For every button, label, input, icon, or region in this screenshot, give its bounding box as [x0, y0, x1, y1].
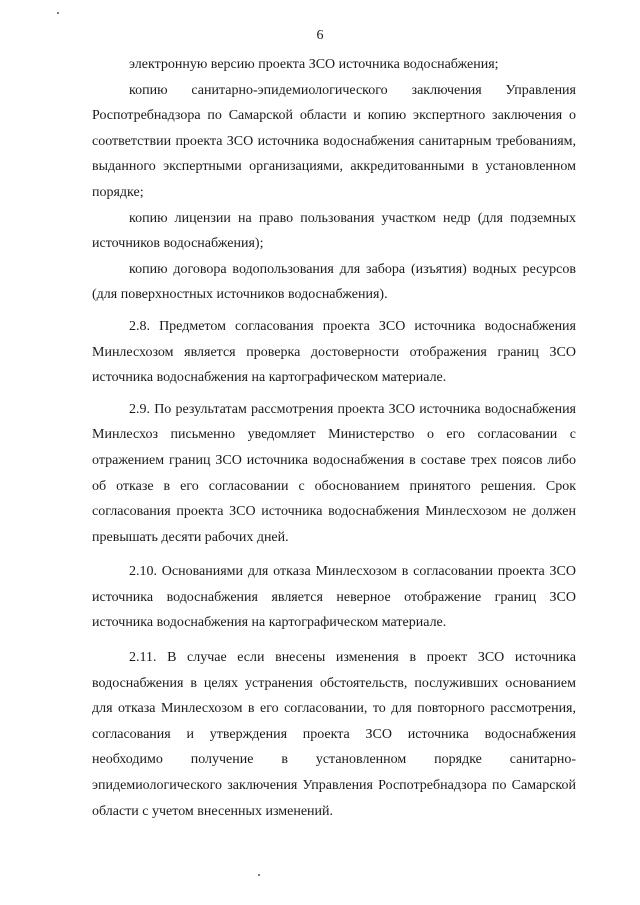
- paragraph-2-9: 2.9. По результатам рассмотрения проекта ЗСО источника водоснабжения Минлесхоз письменно уведомляет Министерство о его согласовании с отражением границ ЗСО источника водоснабжения в составе трех поясов либо об отказе в его согласовании с обоснованием принятого решения. Срок согласования проекта ЗСО источника водоснабжения Минлесхозом не должен превышать десяти рабочих дней.: [92, 401, 576, 545]
- paragraph-water-use-contract: копию договора водопользования для забора (изъятия) водных ресурсов (для поверхностных источников водоснабжения).: [92, 261, 576, 303]
- paragraph-2-10: 2.10. Основаниями для отказа Минлесхозом в согласовании проекта ЗСО источника водоснабжения является неверное отображение границ ЗСО источника водоснабжения на картографическом материале.: [92, 564, 576, 631]
- paragraph-subsoil-license: копию лицензии на право пользования участком недр (для подземных источников водоснабжения);: [92, 210, 576, 252]
- document-body: [92, 52, 576, 824]
- paragraph-2-8: 2.8. Предметом согласования проекта ЗСО источника водоснабжения Минлесхозом является проверка достоверности отображения границ ЗСО источника водоснабжения на картографическом материале.: [92, 318, 576, 386]
- scan-speck: [57, 12, 59, 14]
- paragraph-electronic-version: электронную версию проекта ЗСО источника водоснабжения;: [129, 57, 499, 72]
- paragraph-sanitary-conclusion: копию санитарно-эпидемиологического заключения Управления Роспотребнадзора по Самарской области и копию экспертного заключения о соответствии проекта ЗСО источника водоснабжения санитарным требованиям, выданного экспертными организациями, аккредитованными в установленном порядке;: [92, 82, 576, 200]
- scan-speck: [258, 874, 260, 876]
- paragraph-2-11: 2.11. В случае если внесены изменения в проект ЗСО источника водоснабжения в целях устранения обстоятельств, послуживших основанием для отказа Минлесхозом в его согласовании, то для повторного рассмотрения, согласования и утверждения проекта ЗСО источника водоснабжения необходимо получение в установленном порядке санитарно-эпидемиологического заключения Управления Роспотребнадзора по Самарской области с учетом внесенных изменений.: [92, 650, 576, 819]
- page-number: 6: [316, 28, 324, 43]
